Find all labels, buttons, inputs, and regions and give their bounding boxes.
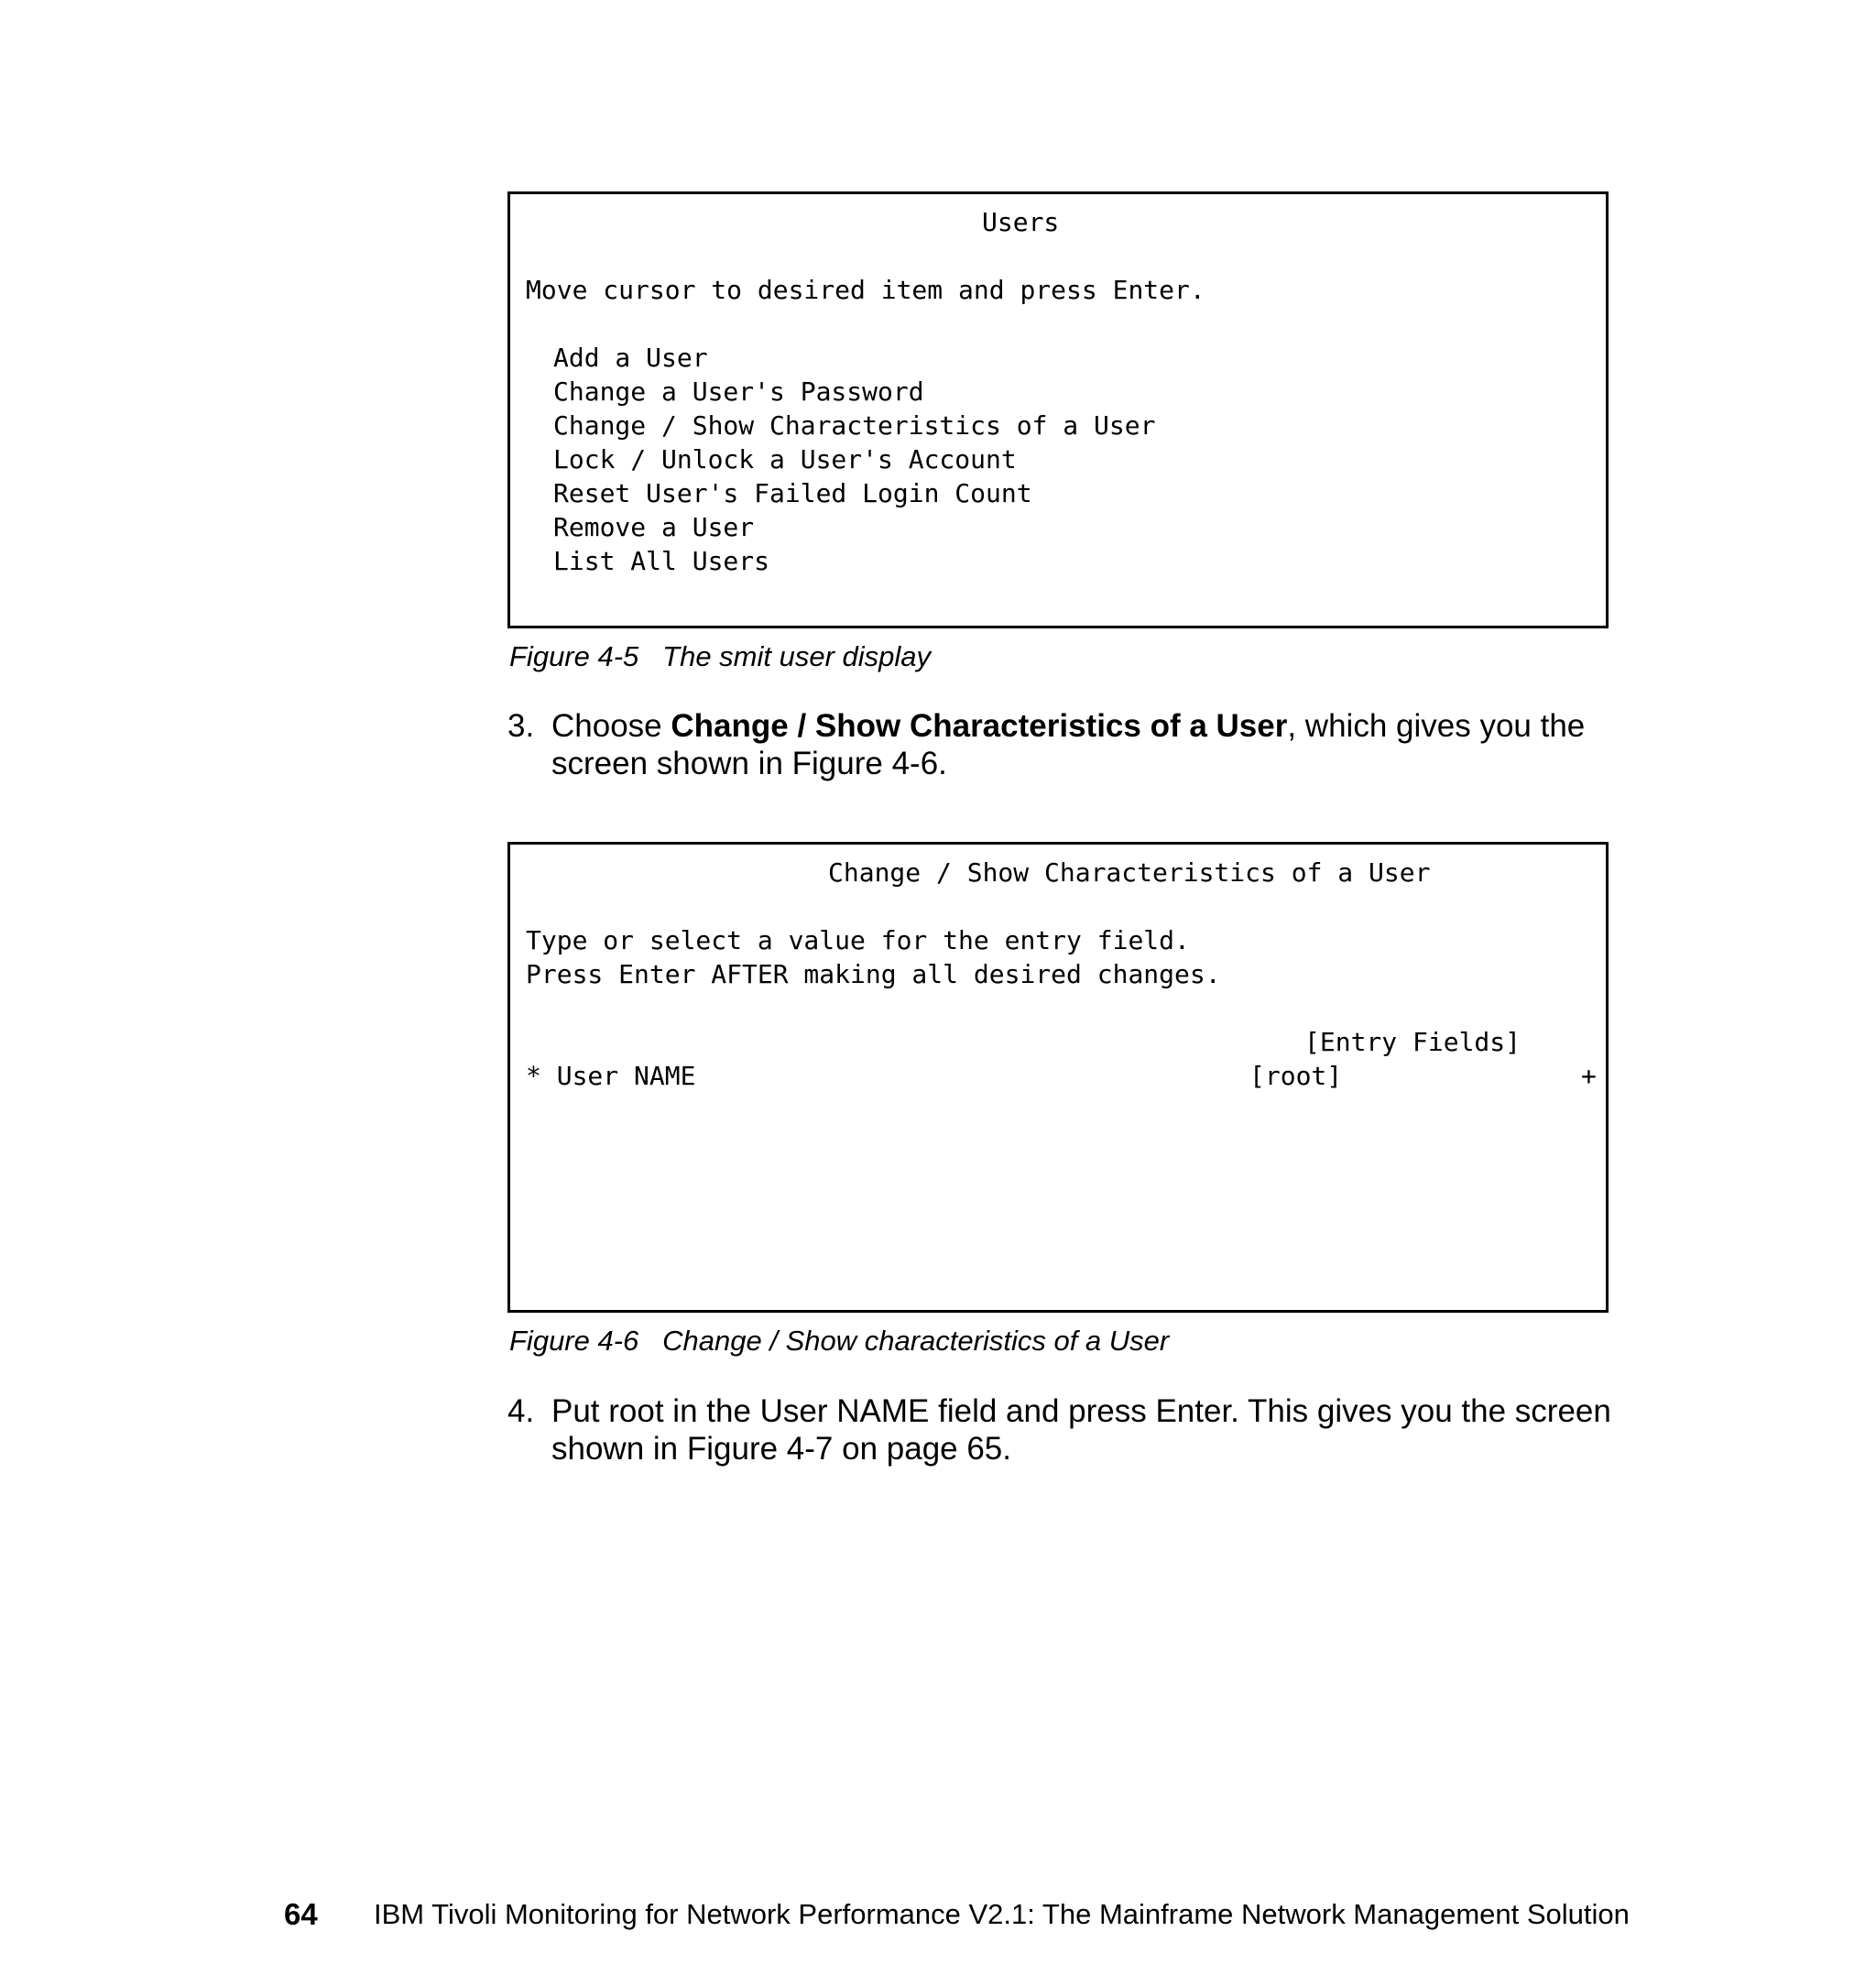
page-number: 64 [284, 1897, 318, 1931]
caption-text: Change / Show characteristics of a User [662, 1325, 1170, 1357]
menu-item-reset-failed-login[interactable]: Reset User's Failed Login Count [553, 478, 1032, 508]
step-3-line-2: screen shown in Figure 4-6. [551, 746, 947, 781]
entry-fields-header: [Entry Fields] [1304, 1027, 1522, 1057]
screen-instruction: Move cursor to desired item and press Enter. [526, 275, 1205, 305]
screen-instruction-1: Type or select a value for the entry field. [526, 925, 1190, 955]
step-4-line-1: Put root in the User NAME field and press Enter. This gives you the screen [551, 1393, 1611, 1429]
screen-title: Change / Show Characteristics of a User [828, 857, 1431, 888]
caption-text: The smit user display [662, 640, 932, 672]
step-3-prefix: Choose [551, 708, 671, 744]
smit-change-show-screen [507, 842, 1609, 1313]
menu-item-lock-unlock-account[interactable]: Lock / Unlock a User's Account [553, 444, 1017, 475]
step-4-line-2: shown in Figure 4-7 on page 65. [551, 1431, 1011, 1467]
step-3-bold-menu-name: Change / Show Characteristics of a User [671, 708, 1288, 744]
menu-item-change-show-characteristics[interactable]: Change / Show Characteristics of a User [553, 410, 1156, 441]
step-3-suffix: , which gives you the [1287, 708, 1586, 744]
list-indicator-plus[interactable]: + [1581, 1061, 1597, 1091]
figure-4-6-caption [509, 1325, 1169, 1358]
menu-item-list-all-users[interactable]: List All Users [553, 546, 770, 576]
screen-instruction-2: Press Enter AFTER making all desired changes. [526, 959, 1221, 989]
step-3-number: 3. [507, 708, 535, 744]
menu-item-add-user[interactable]: Add a User [553, 343, 708, 373]
caption-label: Figure 4-5 [509, 640, 639, 672]
step-3-line-1 [551, 707, 1585, 745]
figure-4-5-caption [509, 640, 931, 673]
step-4-number: 4. [507, 1393, 535, 1429]
caption-label: Figure 4-6 [509, 1325, 639, 1357]
menu-item-remove-user[interactable]: Remove a User [553, 512, 755, 542]
menu-item-change-password[interactable]: Change a User's Password [553, 376, 924, 407]
book-title: IBM Tivoli Monitoring for Network Performance V2.1: The Mainframe Network Management Solution [374, 1898, 1630, 1930]
smit-users-screen [507, 191, 1609, 628]
screen-title: Users [982, 207, 1060, 237]
user-name-field[interactable]: [root] [1249, 1061, 1343, 1091]
user-name-label: * User NAME [526, 1061, 696, 1091]
